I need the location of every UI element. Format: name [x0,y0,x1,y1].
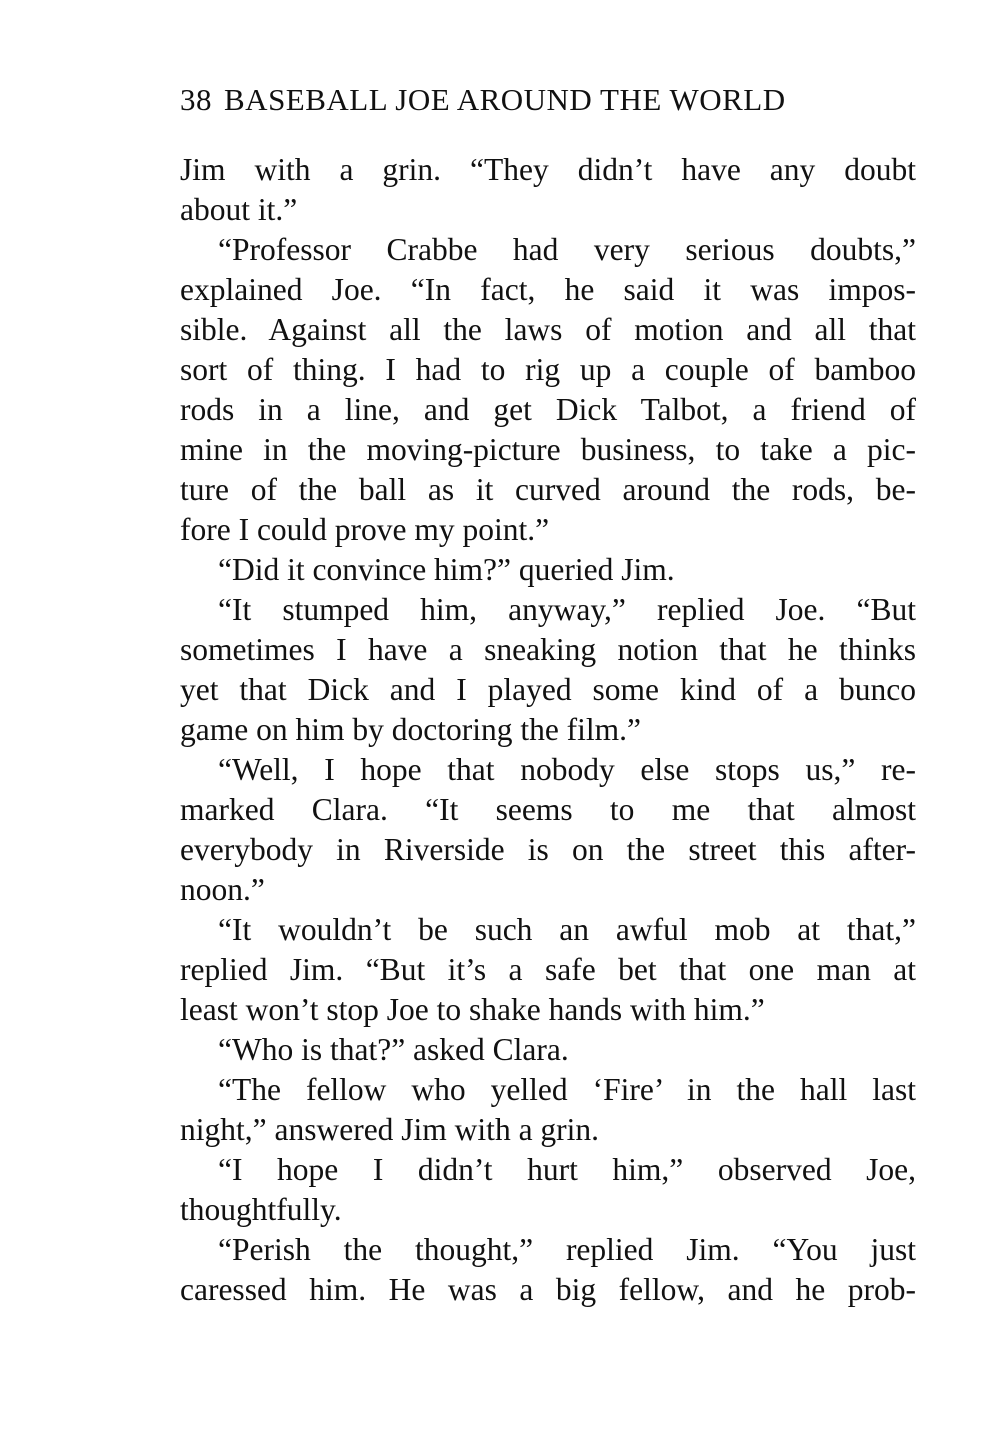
text-line: “It wouldn’t be such an awful mob at that,” [218,912,916,947]
text-line: caressed him. He was a big fellow, and he prob- [180,1272,916,1307]
text-line: night,” answered Jim with a grin. [180,1112,600,1147]
text-line: sort of thing. I had to rig up a couple of bamboo [180,352,916,387]
text-line: marked Clara. “It seems to me that almost [180,792,916,827]
text-line: sible. Against all the laws of motion and all that [180,312,916,347]
text-line: explained Joe. “In fact, he said it was impos- [180,272,916,307]
running-title: BASEBALL JOE AROUND THE WORLD [224,82,786,117]
body-text [180,150,916,1310]
text-line: replied Jim. “But it’s a safe bet that one man at [180,952,916,987]
text-line: noon.” [180,872,265,907]
text-line: fore I could prove my point.” [180,512,550,547]
text-line: mine in the moving-picture business, to take a pic- [180,432,916,467]
text-line: sometimes I have a sneaking notion that he thinks [180,632,916,667]
text-line: “Well, I hope that nobody else stops us,” re- [218,752,916,787]
text-line: ture of the ball as it curved around the rods, be- [180,472,916,507]
text-line: least won’t stop Joe to shake hands with him.” [180,992,765,1027]
text-line: everybody in Riverside is on the street this after- [180,832,916,867]
text-line: yet that Dick and I played some kind of a bunco [180,672,916,707]
text-line: “I hope I didn’t hurt him,” observed Joe, [218,1152,916,1187]
text-line: Jim with a grin. “They didn’t have any doubt [180,152,916,187]
text-line: about it.” [180,192,298,227]
text-line: thoughtfully. [180,1192,342,1227]
text-line: “Professor Crabbe had very serious doubts,” [218,232,916,267]
page-number: 38 [180,82,212,117]
text-line: “Perish the thought,” replied Jim. “You just [218,1232,916,1267]
running-header [180,80,916,120]
text-line: “Who is that?” asked Clara. [218,1032,569,1067]
text-line: “It stumped him, anyway,” replied Joe. “But [218,592,916,627]
text-line: “The fellow who yelled ‘Fire’ in the hall last [218,1072,916,1107]
text-line: rods in a line, and get Dick Talbot, a friend of [180,392,916,427]
text-line: game on him by doctoring the film.” [180,712,642,747]
text-line: “Did it convince him?” queried Jim. [218,552,675,587]
